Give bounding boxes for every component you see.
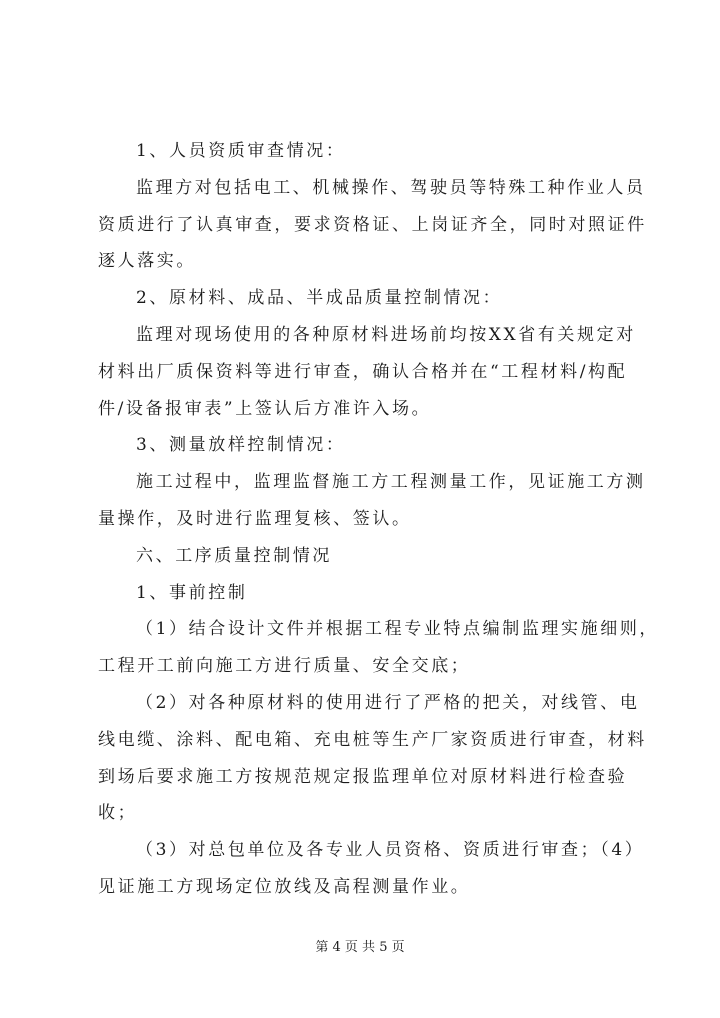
text-line: 施工过程中，监理监督施工方工程测量工作，见证施工方测 (136, 472, 646, 493)
text-line: （1）结合设计文件并根据工程专业特点编制监理实施细则， (136, 619, 660, 640)
text-line: 线电缆、涂料、配电箱、充电桩等生产厂家资质进行审查，材料 (98, 729, 647, 750)
text-line: 件/设备报审表”上签认后方准许入场。 (98, 398, 432, 419)
text-line: 2、原材料、成品、半成品质量控制情况： (136, 288, 503, 309)
paragraph (98, 575, 638, 612)
document-body (98, 133, 660, 906)
paragraph (98, 317, 638, 427)
paragraph (98, 170, 647, 280)
text-line: 量操作，及时进行监理复核、签认。 (98, 508, 412, 529)
text-line: 监理对现场使用的各种原材料进场前均按XX省有关规定对 (136, 324, 636, 345)
paragraph (98, 832, 645, 906)
paragraph (98, 538, 638, 575)
paragraph (98, 611, 660, 685)
text-line: （3）对总包单位及各专业人员资格、资质进行审查；（4） (136, 840, 645, 861)
text-line: 见证施工方现场定位放线及高程测量作业。 (98, 876, 471, 897)
paragraph (98, 280, 638, 317)
paragraph (98, 133, 638, 170)
page-number-footer: 第 4 页 共 5 页 (315, 940, 405, 955)
text-line: 3、测量放样控制情况： (136, 435, 346, 456)
text-line: 六、工序质量控制情况 (136, 545, 332, 566)
text-line: 材料出厂质保资料等进行审查，确认合格并在“工程材料/构配 (98, 361, 628, 382)
text-line: 1、事前控制 (136, 582, 248, 603)
text-line: 到场后要求施工方按规范规定报监理单位对原材料进行检查验 (98, 766, 628, 787)
text-line: 监理方对包括电工、机械操作、驾驶员等特殊工种作业人员 (136, 177, 646, 198)
text-line: 1、人员资质审查情况： (136, 141, 346, 161)
paragraph (98, 685, 647, 832)
text-line: 逐人落实。 (98, 251, 196, 272)
paragraph (98, 427, 638, 464)
text-line: 工程开工前向施工方进行质量、安全交底； (98, 656, 471, 677)
text-line: 收； (98, 803, 138, 824)
text-line: （2）对各种原材料的使用进行了严格的把关，对线管、电 (136, 692, 640, 713)
text-line: 资质进行了认真审查，要求资格证、上岗证齐全，同时对照证件 (98, 214, 647, 235)
paragraph (98, 464, 646, 538)
